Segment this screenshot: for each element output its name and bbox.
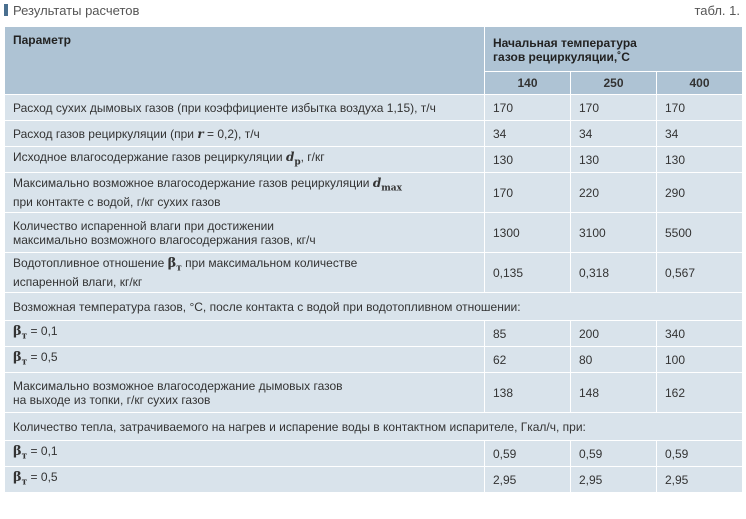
symbol-d bbox=[285, 149, 301, 168]
beta-sub: т bbox=[21, 451, 28, 462]
table-row bbox=[5, 467, 743, 493]
cell-value: 5500 bbox=[657, 213, 743, 253]
cell-value: 0,59 bbox=[485, 441, 571, 467]
table-row bbox=[5, 441, 743, 467]
cell-value: 138 bbox=[485, 373, 571, 413]
cell-value: 170 bbox=[657, 95, 743, 121]
cell-value: 62 bbox=[485, 347, 571, 373]
table-header-row bbox=[5, 27, 743, 72]
section-title: Возможная температура газов, °С, после контакта с водой при водотопливном отношении: bbox=[5, 293, 743, 321]
row-label bbox=[5, 347, 485, 373]
section-row bbox=[5, 293, 743, 321]
row-label-post: = 0,2), т/ч bbox=[203, 126, 260, 141]
caption-title: Результаты расчетов bbox=[13, 3, 140, 18]
row-label-post: при максимальном количестве bbox=[181, 255, 358, 270]
caption-bar bbox=[0, 0, 746, 22]
cell-value: 34 bbox=[657, 121, 743, 147]
row-label bbox=[5, 173, 485, 213]
beta-symbol bbox=[13, 443, 28, 462]
row-label bbox=[5, 121, 485, 147]
temp-group-header-line1: Начальная температура bbox=[493, 36, 637, 50]
table-number: табл. 1. bbox=[694, 3, 740, 18]
symbol-d-sub: p bbox=[294, 157, 301, 168]
cell-value: 170 bbox=[485, 95, 571, 121]
row-label bbox=[5, 373, 485, 413]
row-label-line1 bbox=[13, 176, 476, 195]
cell-value: 2,95 bbox=[657, 467, 743, 493]
row-label-line1 bbox=[13, 256, 476, 276]
row-label bbox=[5, 213, 485, 253]
row-label-pre: Водотопливное отношение bbox=[13, 255, 168, 270]
symbol-d-main: d bbox=[372, 175, 382, 190]
cell-value: 130 bbox=[657, 147, 743, 173]
cell-value: 3100 bbox=[571, 213, 657, 253]
cell-value: 34 bbox=[571, 121, 657, 147]
cell-value: 340 bbox=[657, 321, 743, 347]
symbol-d-sub: max bbox=[381, 183, 402, 194]
beta-main: β bbox=[13, 323, 22, 339]
caption-marker bbox=[4, 4, 8, 16]
results-table bbox=[4, 26, 743, 493]
table-row bbox=[5, 253, 743, 293]
row-label-pre: Расход газов рециркуляции (при bbox=[13, 126, 198, 141]
temp-header-400: 400 bbox=[657, 72, 743, 95]
cell-value: 170 bbox=[485, 173, 571, 213]
table-row bbox=[5, 95, 743, 121]
cell-value: 0,59 bbox=[657, 441, 743, 467]
row-label-pre: Максимально возможное влагосодержание газов рециркуляции bbox=[13, 175, 373, 190]
table-row bbox=[5, 121, 743, 147]
beta-symbol bbox=[13, 469, 28, 488]
cell-value: 0,318 bbox=[571, 253, 657, 293]
row-label-line2: на выходе из топки, г/кг сухих газов bbox=[13, 392, 211, 407]
cell-value: 1300 bbox=[485, 213, 571, 253]
beta-eq: = 0,1 bbox=[27, 443, 58, 458]
table-row bbox=[5, 147, 743, 173]
table-row bbox=[5, 321, 743, 347]
beta-sub: т bbox=[21, 357, 28, 368]
symbol-d bbox=[372, 175, 402, 194]
row-label-line1: Количество испаренной влаги при достижении bbox=[13, 218, 274, 233]
beta-symbol bbox=[167, 255, 182, 274]
beta-sub: т bbox=[21, 331, 28, 342]
row-label-line2: испаренной влаги, кг/кг bbox=[13, 275, 143, 290]
table-row bbox=[5, 373, 743, 413]
cell-value: 200 bbox=[571, 321, 657, 347]
cell-value: 100 bbox=[657, 347, 743, 373]
symbol-d-main: d bbox=[285, 149, 295, 164]
cell-value: 34 bbox=[485, 121, 571, 147]
row-label bbox=[5, 441, 485, 467]
cell-value: 220 bbox=[571, 173, 657, 213]
row-label bbox=[5, 253, 485, 293]
cell-value: 2,95 bbox=[571, 467, 657, 493]
cell-value: 148 bbox=[571, 373, 657, 413]
cell-value: 0,59 bbox=[571, 441, 657, 467]
cell-value: 2,95 bbox=[485, 467, 571, 493]
beta-sub: т bbox=[21, 477, 28, 488]
temp-group-header bbox=[485, 27, 743, 72]
row-label-post: , г/кг bbox=[300, 149, 325, 164]
table-row bbox=[5, 347, 743, 373]
symbol-r: r bbox=[197, 126, 204, 141]
cell-value: 85 bbox=[485, 321, 571, 347]
beta-main: β bbox=[13, 349, 22, 365]
beta-symbol bbox=[13, 349, 28, 368]
row-label bbox=[5, 467, 485, 493]
table-row bbox=[5, 213, 743, 253]
cell-value: 130 bbox=[485, 147, 571, 173]
beta-symbol bbox=[13, 323, 28, 342]
temp-header-140: 140 bbox=[485, 72, 571, 95]
temp-header-250: 250 bbox=[571, 72, 657, 95]
beta-main: β bbox=[13, 469, 22, 485]
beta-eq: = 0,5 bbox=[27, 349, 58, 364]
beta-main: β bbox=[13, 443, 22, 459]
temp-group-header-line2: газов рециркуляции,˚С bbox=[493, 50, 630, 64]
cell-value: 0,135 bbox=[485, 253, 571, 293]
cell-value: 290 bbox=[657, 173, 743, 213]
row-label-line2: максимально возможного влагосодержания газов, кг/ч bbox=[13, 232, 316, 247]
section-row bbox=[5, 413, 743, 441]
cell-value: 80 bbox=[571, 347, 657, 373]
cell-value: 162 bbox=[657, 373, 743, 413]
cell-value: 130 bbox=[571, 147, 657, 173]
beta-sub: т bbox=[176, 263, 182, 274]
beta-eq: = 0,5 bbox=[27, 469, 58, 484]
beta-eq: = 0,1 bbox=[27, 323, 58, 338]
beta-main: β bbox=[167, 255, 177, 271]
section-title: Количество тепла, затрачиваемого на нагрев и испарение воды в контактном испарителе, Гкал/ч, при: bbox=[5, 413, 743, 441]
row-label-line2: при контакте с водой, г/кг сухих газов bbox=[13, 195, 221, 210]
cell-value: 170 bbox=[571, 95, 657, 121]
row-label: Расход сухих дымовых газов (при коэффициенте избытка воздуха 1,15), т/ч bbox=[5, 95, 485, 121]
table-row bbox=[5, 173, 743, 213]
row-label-line1: Максимально возможное влагосодержание дымовых газов bbox=[13, 378, 343, 393]
row-label-pre: Исходное влагосодержание газов рециркуляции bbox=[13, 149, 286, 164]
param-header: Параметр bbox=[5, 27, 485, 95]
cell-value: 0,567 bbox=[657, 253, 743, 293]
row-label bbox=[5, 147, 485, 173]
row-label bbox=[5, 321, 485, 347]
